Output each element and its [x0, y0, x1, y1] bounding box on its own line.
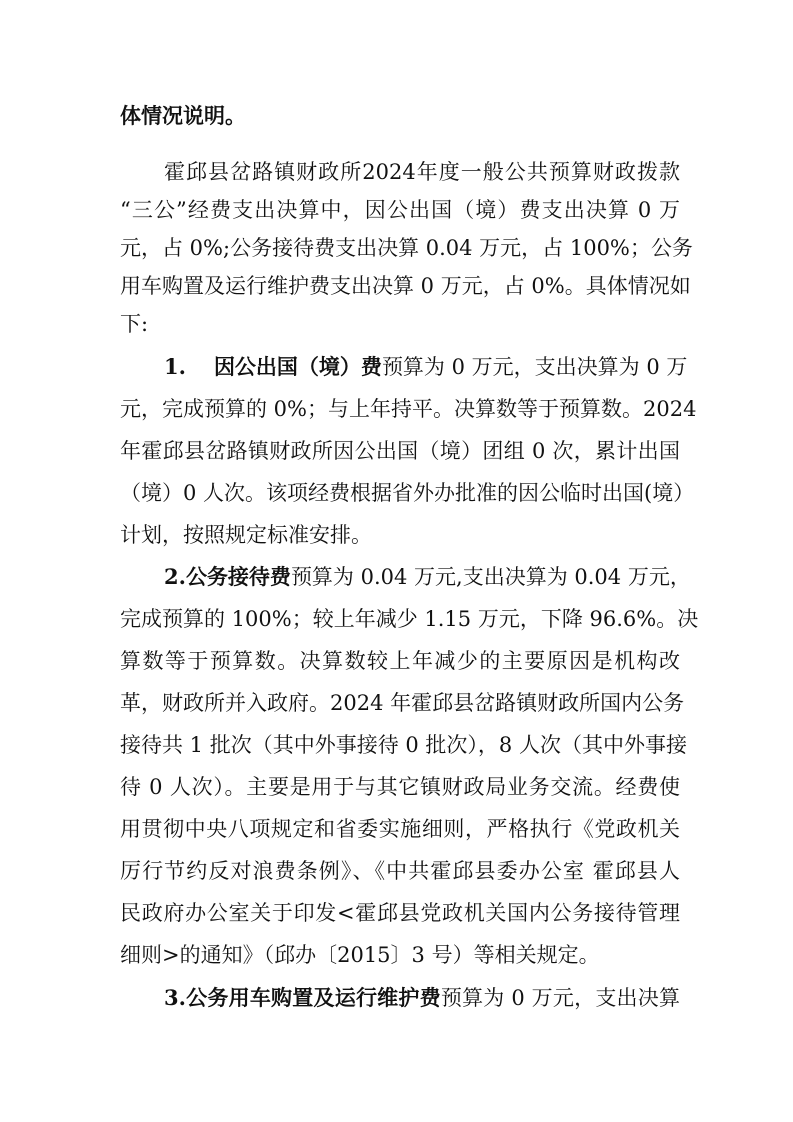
item2-number: 2.	[164, 564, 186, 589]
item2-line: 接待共 1 批次（其中外事接待 0 批次），8 人次（其中外事接	[120, 733, 687, 757]
item3-first-line	[164, 983, 680, 1013]
item2-line: 厉行节约反对浪费条例》、《中共霍邱县委办公室 霍邱县人	[120, 859, 680, 883]
item1-number: 1.	[164, 354, 186, 379]
item2-line: 民政府办公室关于印发<霍邱县党政机关国内公务接待管理	[120, 901, 680, 925]
item2-line: 完成预算的 100%；较上年减少 1.15 万元，下降 96.6%。决	[120, 607, 699, 631]
intro-line-3: 元，占 0%;公务接待费支出决算 0.04 万元，占 100%；公务	[120, 236, 693, 260]
heading-tail: 体情况说明。	[120, 103, 246, 128]
item2-line: 用贯彻中央八项规定和省委实施细则，严格执行《党政机关	[120, 817, 680, 841]
item1-title: 因公出国（境）费	[213, 354, 382, 379]
item3-first-rest: 预算为 0 万元，支出决算	[440, 986, 681, 1010]
item2-line: 革，财政所并入政府。2024 年霍邱县岔路镇财政所国内公务	[120, 691, 685, 715]
item2-first-line	[164, 562, 691, 592]
item2-line: 算数等于预算数。决算数较上年减少的主要原因是机构改	[120, 649, 680, 673]
item1-line: 年霍邱县岔路镇财政所因公出国（境）团组 0 次，累计出国	[120, 439, 680, 463]
item1-line: 元，完成预算的 0%；与上年持平。决算数等于预算数。2024	[120, 397, 697, 421]
intro-line-4: 用车购置及运行维护费支出决算 0 万元，占 0%。具体情况如	[120, 274, 691, 298]
intro-line-5: 下:	[120, 312, 149, 336]
item3-number: 3.	[164, 985, 186, 1010]
intro-line-1: 霍邱县岔路镇财政所2024年度一般公共预算财政拨款	[164, 160, 680, 184]
item2-line: 细则>的通知》（邱办〔2015〕3 号）等相关规定。	[120, 943, 600, 967]
item2-first-rest: 预算为 0.04 万元,支出决算为 0.04 万元，	[290, 565, 691, 589]
item1-first-line	[164, 352, 688, 382]
item2-title: 公务接待费	[185, 564, 291, 589]
item1-line: （境）0 人次。该项经费根据省外办批准的因公临时出国(境）	[120, 481, 695, 505]
intro-line-2: “三公”经费支出决算中，因公出国（境）费支出决算 0 万	[120, 198, 680, 222]
item1-line: 计划，按照规定标准安排。	[120, 523, 372, 547]
item3-title: 公务用车购置及运行维护费	[185, 985, 441, 1010]
item2-line: 待 0 人次）。主要是用于与其它镇财政局业务交流。经费使	[120, 775, 680, 799]
item1-first-rest: 预算为 0 万元，支出决算为 0 万	[381, 355, 688, 379]
